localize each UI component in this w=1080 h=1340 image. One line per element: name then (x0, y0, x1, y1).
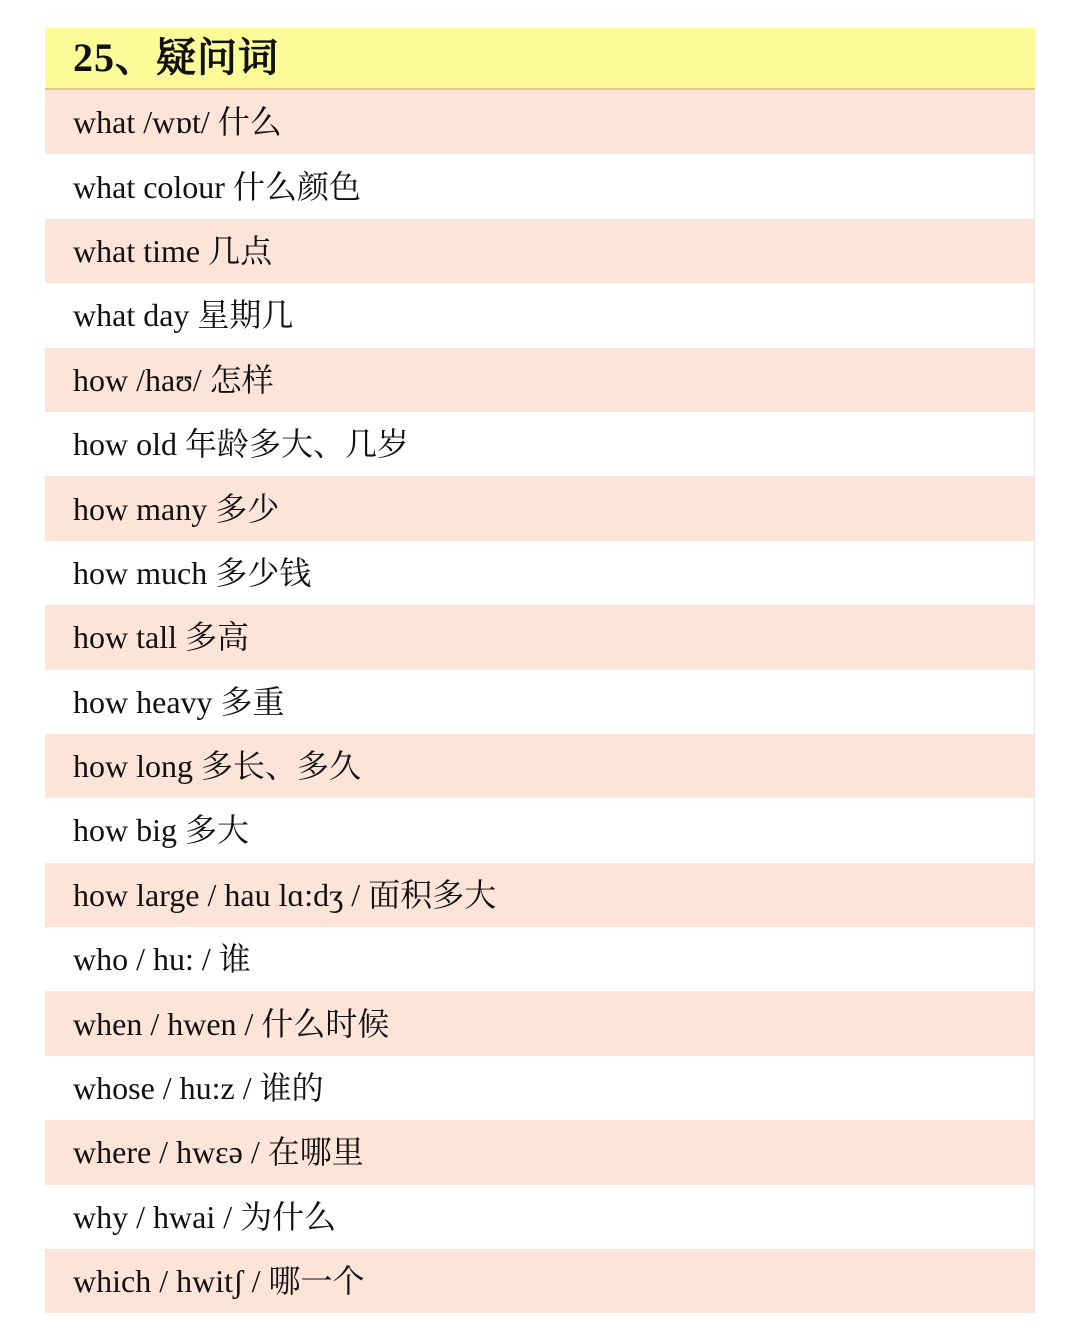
word-entry: who / hu: / 谁 (73, 941, 251, 978)
sheet-title: 25、疑问词 (73, 35, 279, 80)
word-entry: why / hwai / 为什么 (73, 1198, 337, 1235)
word-list (45, 90, 1035, 1313)
word-row (45, 476, 1035, 540)
word-entry: what /wɒt/ 什么 (73, 104, 282, 141)
word-row (45, 1249, 1035, 1313)
word-entry: how large / hau lɑ:dʒ / 面积多大 (73, 876, 497, 913)
word-entry: whose / hu:z / 谁的 (73, 1070, 324, 1107)
word-row (45, 348, 1035, 412)
word-row (45, 541, 1035, 605)
word-entry: where / hwɛə / 在哪里 (73, 1134, 364, 1171)
word-row (45, 154, 1035, 218)
word-row (45, 605, 1035, 669)
word-row (45, 798, 1035, 862)
word-entry: how big 多大 (73, 812, 250, 849)
word-row (45, 1056, 1035, 1120)
word-entry: what time 几点 (73, 232, 273, 269)
title-bar (45, 28, 1035, 90)
word-entry: how old 年龄多大、几岁 (73, 426, 410, 463)
word-entry: how long 多长、多久 (73, 748, 362, 785)
word-row (45, 283, 1035, 347)
word-row (45, 90, 1035, 154)
word-row (45, 734, 1035, 798)
vocabulary-sheet (45, 28, 1035, 1313)
word-row (45, 991, 1035, 1055)
word-row (45, 1120, 1035, 1184)
word-row (45, 219, 1035, 283)
word-entry: when / hwen / 什么时候 (73, 1005, 390, 1042)
word-row (45, 412, 1035, 476)
word-entry: how tall 多高 (73, 619, 249, 656)
word-entry: how many 多少 (73, 490, 280, 527)
word-row (45, 927, 1035, 991)
word-row (45, 863, 1035, 927)
word-entry: what day 星期几 (73, 297, 294, 334)
word-entry: how /haʊ/ 怎样 (73, 361, 274, 398)
word-entry: what colour 什么颜色 (73, 168, 361, 205)
word-entry: how much 多少钱 (73, 554, 312, 591)
word-entry: how heavy 多重 (73, 683, 285, 720)
word-entry: which / hwitʃ / 哪一个 (73, 1263, 365, 1300)
word-row (45, 1185, 1035, 1249)
word-row (45, 670, 1035, 734)
